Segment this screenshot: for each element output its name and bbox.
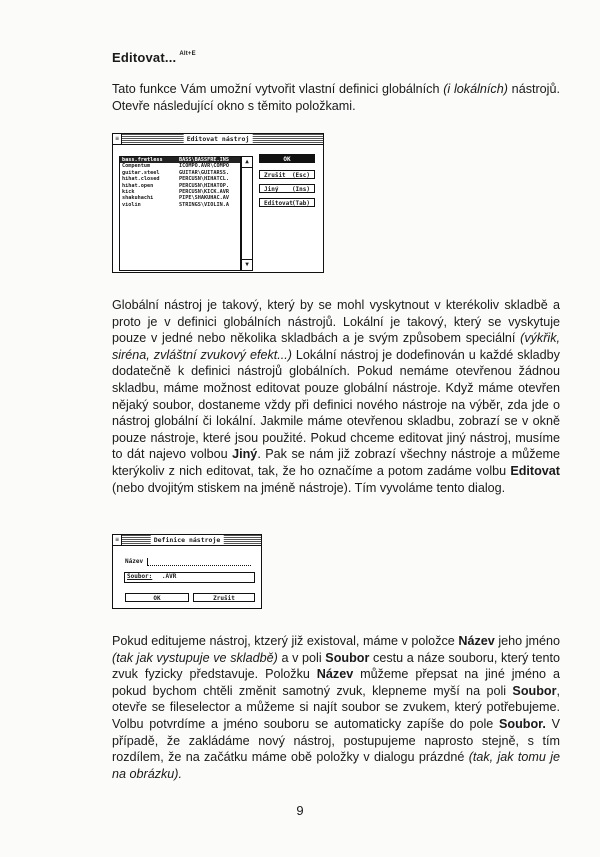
instrument-file: PERCUSN\HIHATOP. bbox=[179, 182, 229, 189]
ok-button-label: OK bbox=[283, 156, 291, 163]
page-number: 9 bbox=[296, 803, 304, 818]
ok-button[interactable] bbox=[259, 154, 315, 163]
edit-instrument-dialog bbox=[112, 133, 324, 273]
instrument-name: violin bbox=[122, 201, 141, 208]
instrument-file: ICOMPO.AVR\COMPO bbox=[179, 163, 229, 170]
text-run: Pokud editujeme nástroj, ktzerý již existoval, máme v položce bbox=[112, 634, 459, 648]
file-field[interactable] bbox=[124, 572, 255, 583]
section-heading bbox=[112, 50, 196, 65]
scroll-down-arrow-icon[interactable]: ▼ bbox=[242, 259, 252, 270]
text-run: (nebo dvojitým stiskem na jméně nástroje). Tím vyvoláme tento dialog. bbox=[112, 480, 506, 495]
italic-run: (i lokálních) bbox=[443, 82, 508, 96]
text-run: Tato funkce Vám umožní vytvořit vlastní definici globálních bbox=[112, 82, 444, 96]
dialog-title: Definice nástroje bbox=[151, 535, 224, 545]
other-button-label: Jiný bbox=[264, 186, 279, 193]
cancel-button[interactable] bbox=[193, 593, 255, 602]
body-paragraph bbox=[112, 297, 560, 496]
other-shortcut: (Ins) bbox=[291, 186, 310, 193]
ok-button-label: OK bbox=[153, 595, 161, 602]
text-run: Globální nástroj je takový, který by se mohl vyskytnout v kterékoliv skladbě a proto je v definici globálních nástrojů. Lokální je takový, který se vyskytuje pouze v jedné nebo několika skladbách a je svým způsobem speciální bbox=[112, 298, 560, 346]
dialog-title-bar[interactable] bbox=[113, 134, 323, 145]
edit-button[interactable] bbox=[259, 198, 315, 207]
bold-run: Editovat bbox=[510, 463, 560, 478]
instrument-file: PERCUSN\HIHATCL. bbox=[179, 176, 229, 183]
instrument-name: hihat.closed bbox=[122, 176, 160, 183]
shortcut-hint: Alt+E bbox=[179, 51, 196, 57]
text-run: a v poli bbox=[277, 650, 326, 665]
name-field[interactable] bbox=[147, 558, 251, 566]
instrument-list[interactable] bbox=[119, 156, 241, 271]
edit-shortcut: (Tab) bbox=[291, 200, 310, 207]
intro-paragraph bbox=[112, 81, 560, 114]
italic-run: (tak jak vystupuje ve skladbě) bbox=[112, 650, 278, 665]
text-run: V případě, že zakládáme nový nástroj, postupujeme naprosto stejně, s tím rozdílem, že na začátku máme obě položky v dialogu prázdné bbox=[112, 716, 560, 765]
italic-run: (tak, jak tomu je na obrázku). bbox=[112, 750, 560, 781]
name-label: Název bbox=[125, 558, 144, 565]
bold-run: Soubor. bbox=[498, 716, 546, 731]
text-run: můžeme přepsat na jiné jméno a pokud bychom chtěli změnit samotný zvuk, klepneme myší na poli bbox=[112, 667, 560, 698]
text-run: Lokální nástroj je dodefinován u každé skladby dodatečně k definici nástrojů globálních. Pokud nemáme otevřenou žádnou skladbu, máme možnost editovat pouze globální nástroje. Když máme otevřen nějaký soubor, dostaneme vždy při definici nového nástroje na výběr, zda jde o nástroj globální či lokální. Jakmile máme otevřenou skladbu, zobrazí se v okně pouze nástroje, které jsou použité. Pokud chceme editovat jiný nástroj, musíme to dát najevo volbou bbox=[112, 347, 560, 462]
dialog-title: Editovat nástroj bbox=[184, 134, 253, 144]
bold-run: Název bbox=[316, 667, 354, 682]
instrument-file: STRINGS\VIOLIN.A bbox=[179, 201, 229, 208]
instrument-file: PIPE\SHAKUHAC.AV bbox=[179, 195, 229, 202]
instrument-file: PERCUSN\KICK.AVR bbox=[179, 189, 229, 196]
cancel-button[interactable] bbox=[259, 170, 315, 179]
close-box-icon[interactable]: ≡ bbox=[113, 535, 122, 545]
name-field-value bbox=[147, 558, 149, 565]
bold-run: Soubor bbox=[325, 650, 370, 665]
bold-run: Jiný bbox=[232, 447, 258, 462]
scroll-up-arrow-icon[interactable]: ▲ bbox=[242, 157, 252, 168]
section-title: Editovat... bbox=[112, 50, 177, 65]
close-box-icon[interactable]: ≡ bbox=[113, 134, 122, 144]
instrument-name: shakuhachi bbox=[122, 195, 154, 202]
file-field-value: .AVR bbox=[161, 573, 177, 580]
edit-button-label: Editovat bbox=[264, 200, 293, 207]
ok-button[interactable] bbox=[125, 593, 189, 602]
bold-run: Název bbox=[458, 634, 495, 648]
instrument-name: bass.fretless bbox=[122, 157, 163, 163]
bold-run: Soubor bbox=[512, 683, 557, 698]
text-run: . Pak se nám již zobrazí všechny nástroje a můžeme kterýkoliv z nich editovat, tak, že ho označíme a potom zadáme volbu bbox=[112, 447, 560, 478]
instrument-file: BASS\BASSFRE.INS bbox=[179, 157, 229, 163]
body-paragraph bbox=[112, 633, 560, 782]
dialog-title-bar[interactable] bbox=[113, 535, 261, 546]
instrument-list-scrollbar[interactable] bbox=[241, 156, 253, 271]
instrument-name: guitar.steel bbox=[122, 169, 160, 176]
instrument-list-row[interactable] bbox=[120, 202, 240, 208]
italic-run: (výkřik, siréna, zvláštní zvukový efekt...) bbox=[112, 331, 560, 362]
other-button[interactable] bbox=[259, 184, 315, 193]
text-run: cestu a náze souboru, který tento zvuk fyzicky představuje. Položku bbox=[112, 650, 560, 682]
instrument-name: Compentum bbox=[122, 163, 151, 170]
text-run: , otevře se fileselector a můžeme si najít soubor se zvukem, který potřebujeme. Volbu potvrdíme a jméno souboru se automaticky zapíše do pole bbox=[112, 683, 560, 731]
instrument-definition-dialog bbox=[112, 534, 262, 609]
cancel-button-label: Zrušit bbox=[213, 595, 235, 602]
text-run: jeho jméno bbox=[494, 634, 561, 648]
instrument-name: kick bbox=[122, 189, 135, 196]
instrument-file: GUITAR\GUITARSS. bbox=[179, 169, 229, 176]
file-label: Soubor: bbox=[127, 573, 153, 580]
text-run: nástrojů. Otevře následující okno s těmito položkami. bbox=[112, 82, 560, 113]
instrument-name: hihat.open bbox=[122, 182, 154, 189]
cancel-button-label: Zrušit bbox=[264, 172, 286, 179]
cancel-shortcut: (Esc) bbox=[291, 172, 310, 179]
